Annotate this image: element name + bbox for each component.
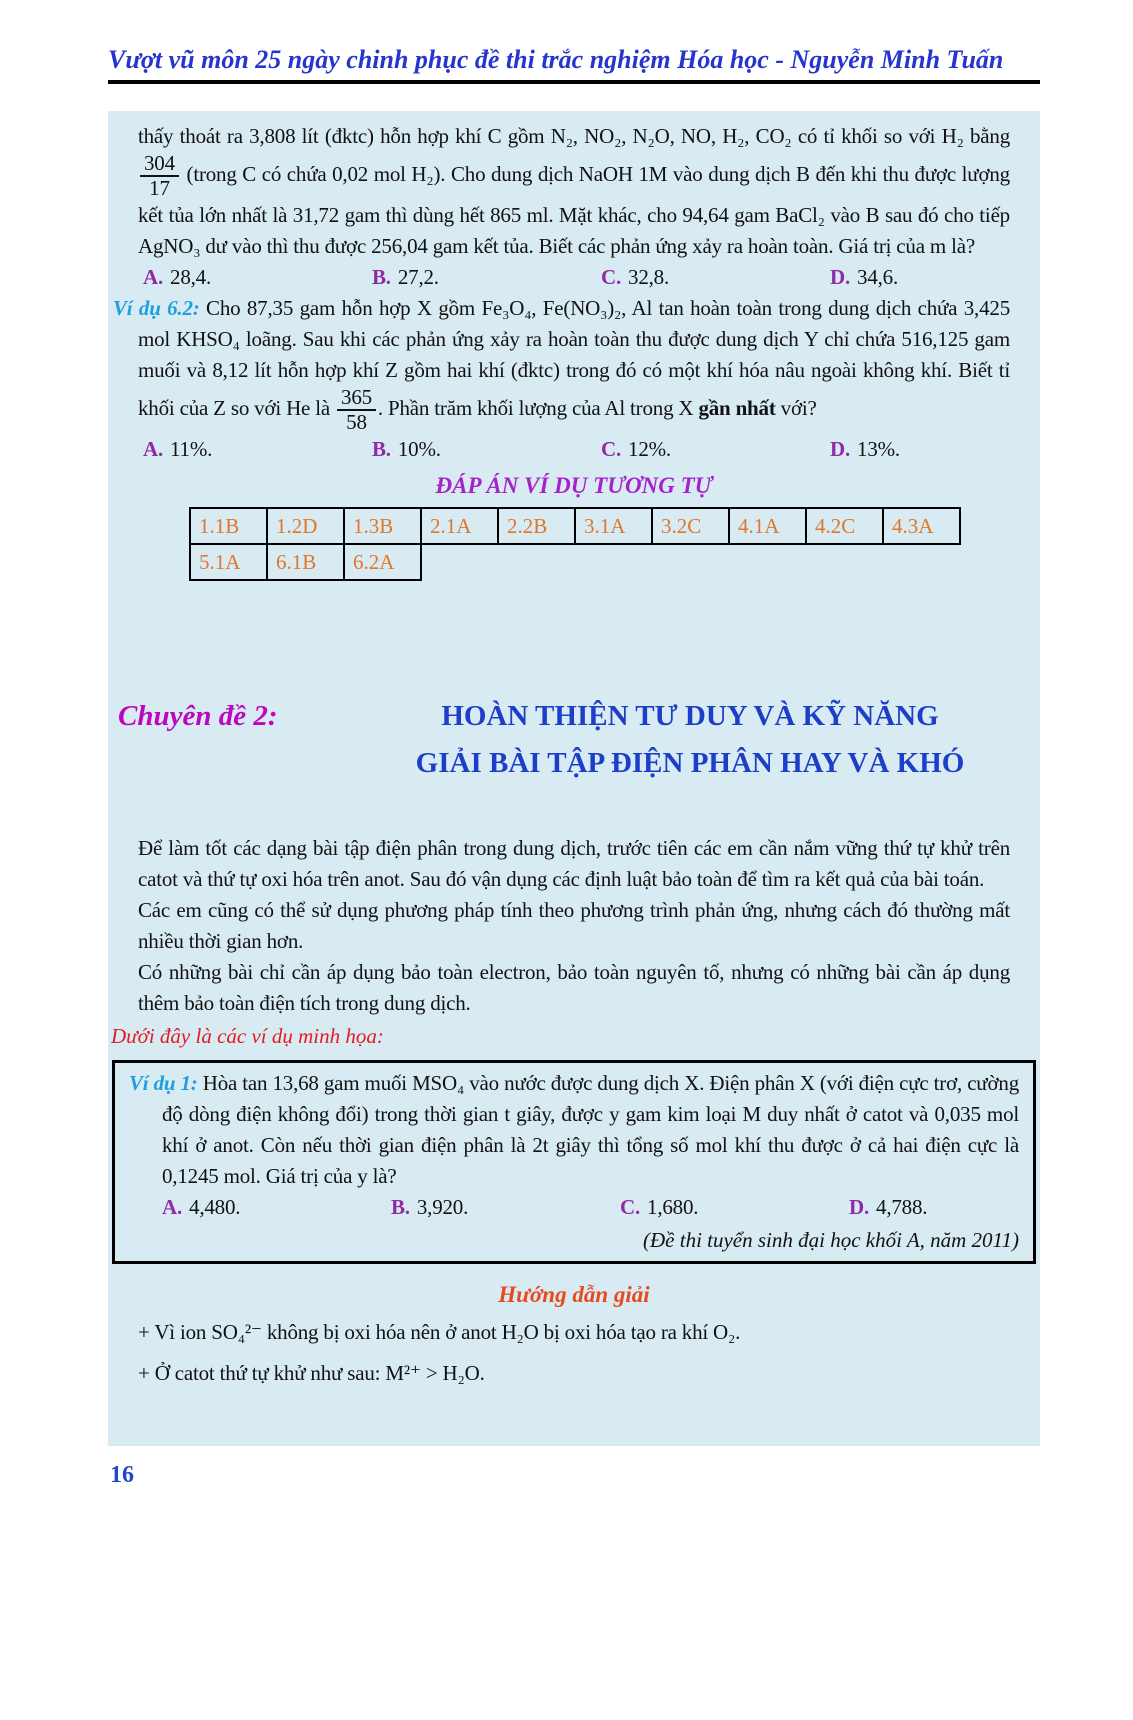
option-a-letter: A. xyxy=(143,437,164,462)
option-c-letter: C. xyxy=(601,437,622,462)
problem-6-1-part2: (trong C có chứa 0,02 mol H₂). Cho dung dịch NaOH 1M vào dung dịch B đến khi thu được lượng kết tủa lớn nhất là 31,72 gam thì dùng hết 865 ml. Mặt khác, cho 94,64 gam BaCl₂ vào B sau đó cho tiếp AgNO₃ dư vào thì thu được 256,04 gam kết tủa. Biết các phản ứng xảy ra hoàn toàn. Giá trị của m là? xyxy=(138,161,1010,259)
option-d-letter: D. xyxy=(830,265,851,290)
examples-lead-in: Dưới đây là các ví dụ minh họa: xyxy=(111,1024,384,1049)
option-b-letter: B. xyxy=(372,265,391,290)
option-b xyxy=(372,434,601,465)
fraction-denominator: 58 xyxy=(346,410,367,435)
solution-line-1: + Vì ion SO₄²⁻ không bị oxi hóa nên ở anot H₂O bị oxi hóa tạo ra khí O₂. xyxy=(138,1320,741,1345)
option-b-letter: B. xyxy=(391,1195,410,1220)
chapter-intro xyxy=(111,833,1010,1052)
chapter-title-line1: HOÀN THIỆN TƯ DUY VÀ KỸ NĂNG xyxy=(441,700,939,733)
option-a xyxy=(162,1192,391,1223)
problem-6-1-part1: thấy thoát ra 3,808 lít (đktc) hỗn hợp khí C gồm N₂, NO₂, N₂O, NO, H₂, CO₂ có tỉ khối so với H₂ bằng xyxy=(138,124,1010,148)
example-1-options xyxy=(162,1192,1019,1223)
content-panel xyxy=(108,111,1040,1446)
problem-6-1-text xyxy=(138,121,1010,262)
answer-cell: 6.1B xyxy=(267,544,344,580)
option-c-value: 1,680. xyxy=(647,1195,699,1220)
option-a-letter: A. xyxy=(143,265,164,290)
intro-paragraph-2: Các em cũng có thể sử dụng phương pháp tính theo phương trình phản ứng, nhưng cách đó thường mất nhiều thời gian hơn. xyxy=(138,898,1010,954)
fraction-365-58 xyxy=(335,386,378,434)
page-content xyxy=(108,0,1040,1489)
answer-cell: 4.2C xyxy=(806,508,883,544)
option-a-value: 11%. xyxy=(170,437,213,462)
example-6-2-emphasis: gần nhất xyxy=(698,396,776,421)
option-a-value: 28,4. xyxy=(170,265,212,290)
solution-title: Hướng dẫn giải xyxy=(498,1282,650,1308)
example-6-2-part1: Cho 87,35 gam hỗn hợp X gồm Fe₃O₄, Fe(NO₃)₂, Al tan hoàn toàn trong dung dịch chứa 3,425 mol KHSO₄ loãng. Sau khi các phản ứng xảy ra hoàn toàn thu được dung dịch Y chỉ chứa 516,125 gam muối và 8,12 lít hỗn hợp khí Z gồm hai khí (đktc) trong đó có một khí hóa nâu ngoài không khí. Biết tỉ khối của Z so với He là xyxy=(138,296,1011,421)
option-d-letter: D. xyxy=(830,437,851,462)
option-c-value: 32,8. xyxy=(628,265,670,290)
option-c xyxy=(620,1192,849,1223)
option-c xyxy=(601,262,830,293)
chapter-heading xyxy=(118,693,1010,787)
fraction-numerator: 365 xyxy=(337,386,376,411)
option-c-value: 12%. xyxy=(628,437,671,462)
option-d-value: 4,788. xyxy=(876,1195,928,1220)
fraction-denominator: 17 xyxy=(149,176,170,201)
option-b-letter: B. xyxy=(372,437,391,462)
option-b-value: 27,2. xyxy=(397,265,439,290)
answer-cell: 4.1A xyxy=(729,508,806,544)
example-1-box xyxy=(112,1060,1036,1264)
option-a-value: 4,480. xyxy=(189,1195,241,1220)
book-title: Vượt vũ môn 25 ngày chinh phục đề thi trắc nghiệm Hóa học - Nguyễn Minh Tuấn xyxy=(108,45,1004,74)
answer-key-title: ĐÁP ÁN VÍ DỤ TƯƠNG TỰ xyxy=(435,473,713,499)
option-c-letter: C. xyxy=(601,265,622,290)
example-1-body: Hòa tan 13,68 gam muối MSO₄ vào nước được dung dịch X. Điện phân X (với điện cực trơ, cường độ dòng điện không đổi) trong thời gian t giây, được y gam kim loại M duy nhất ở catot và 0,035 mol khí ở anot. Còn nếu thời gian điện phân là 2t giây thì tổng số mol khí thu được ở cả hai điện cực là 0,1245 mol. Giá trị của y là? xyxy=(162,1071,1019,1189)
example-6-2-label: Ví dụ 6.2: xyxy=(113,296,200,321)
problem-6-1-options xyxy=(143,262,1010,293)
answer-key-table xyxy=(189,507,961,581)
answer-cell: 6.2A xyxy=(344,544,421,580)
answer-cell: 1.2D xyxy=(267,508,344,544)
answer-key-row-1 xyxy=(190,508,960,544)
answer-cell-empty xyxy=(421,544,960,580)
chapter-titles xyxy=(370,693,1010,787)
option-d xyxy=(849,1192,927,1223)
example-6-2-options xyxy=(143,434,1010,465)
chapter-label: Chuyên đề 2: xyxy=(118,700,278,733)
intro-paragraph-1: Để làm tốt các dạng bài tập điện phân trong dung dịch, trước tiên các em cần nắm vững thứ tự khử trên catot và thứ tự oxi hóa trên anot. Sau đó vận dụng các định luật bảo toàn để tìm ra kết quả của bài toán. xyxy=(138,836,1010,892)
intro-paragraph-3: Có những bài chỉ cần áp dụng bảo toàn electron, bảo toàn nguyên tố, nhưng có những bài cần áp dụng thêm bảo toàn điện tích trong dung dịch. xyxy=(138,960,1010,1016)
option-d xyxy=(830,434,900,465)
example-6-2-text xyxy=(113,293,1011,435)
example-1-text xyxy=(129,1068,1019,1192)
example-1-label: Ví dụ 1: xyxy=(129,1071,198,1096)
answer-cell: 2.2B xyxy=(498,508,575,544)
option-a xyxy=(143,434,372,465)
exam-source-citation: (Đề thi tuyển sinh đại học khối A, năm 2011) xyxy=(643,1228,1019,1253)
option-c-letter: C. xyxy=(620,1195,641,1220)
answer-key-row-2 xyxy=(190,544,960,580)
option-d xyxy=(830,262,898,293)
solution-line-2: + Ở catot thứ tự khử như sau: M²⁺ > H₂O. xyxy=(138,1361,485,1386)
answer-cell: 2.1A xyxy=(421,508,498,544)
example-6-2-part3: với? xyxy=(775,396,817,421)
option-a xyxy=(143,262,372,293)
answer-cell: 1.1B xyxy=(190,508,267,544)
answer-cell: 3.2C xyxy=(652,508,729,544)
answer-cell: 4.3A xyxy=(883,508,960,544)
page-number: 16 xyxy=(110,1462,134,1489)
chapter-title-line2: GIẢI BÀI TẬP ĐIỆN PHÂN HAY VÀ KHÓ xyxy=(415,747,965,780)
option-d-letter: D. xyxy=(849,1195,870,1220)
answer-cell: 5.1A xyxy=(190,544,267,580)
option-d-value: 13%. xyxy=(857,437,900,462)
option-b xyxy=(391,1192,620,1223)
option-b xyxy=(372,262,601,293)
fraction-304-17 xyxy=(138,152,181,200)
running-header xyxy=(108,0,1040,84)
fraction-numerator: 304 xyxy=(140,152,179,177)
option-b-value: 10%. xyxy=(397,437,441,462)
option-c xyxy=(601,434,830,465)
option-d-value: 34,6. xyxy=(857,265,899,290)
answer-cell: 1.3B xyxy=(344,508,421,544)
example-6-2-part2: . Phần trăm khối lượng của Al trong X xyxy=(377,396,699,421)
option-b-value: 3,920. xyxy=(416,1195,469,1220)
option-a-letter: A. xyxy=(162,1195,183,1220)
answer-cell: 3.1A xyxy=(575,508,652,544)
